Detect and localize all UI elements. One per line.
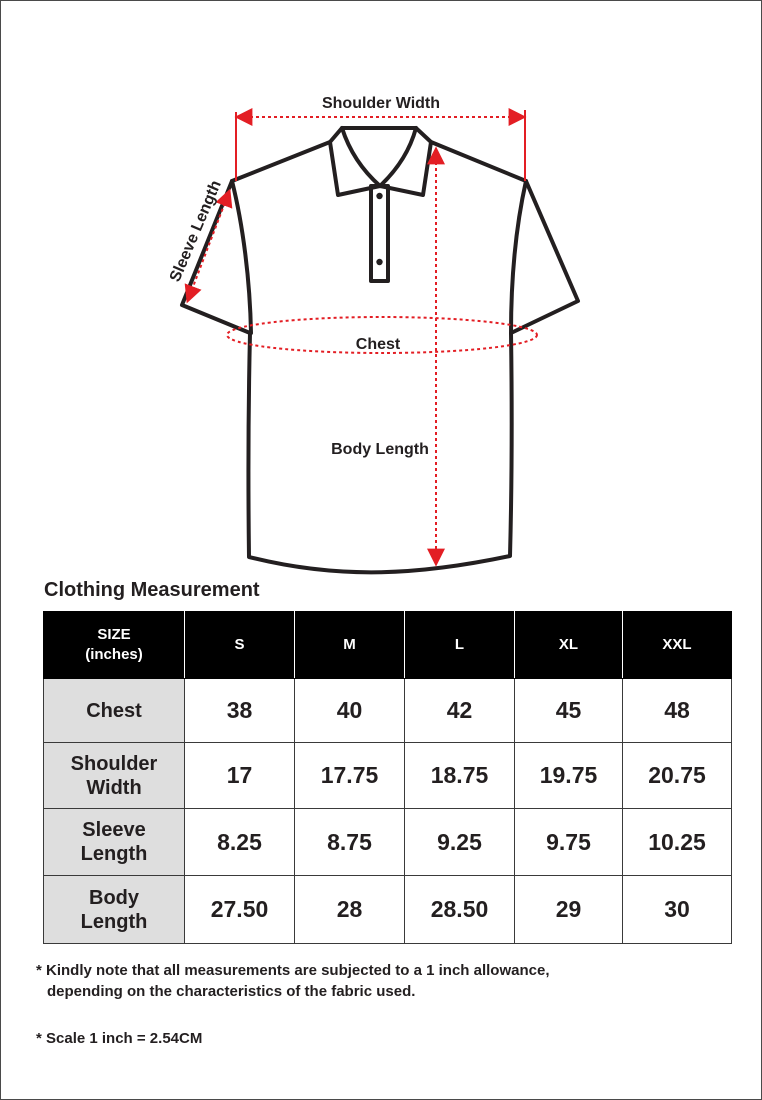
shirt-collar-band (342, 128, 416, 186)
row-label-line2: Width (86, 776, 142, 799)
size-col-xxl: XXL (623, 612, 732, 679)
allowance-note (36, 960, 550, 1002)
table-row (44, 809, 732, 876)
size-header-line2: (inches) (85, 646, 143, 663)
allowance-note-line1: * Kindly note that all measurements are subjected to a 1 inch allowance, (36, 962, 550, 979)
table-cell: 8.25 (185, 809, 295, 876)
size-col-xl: XL (515, 612, 623, 679)
table-row (44, 743, 732, 809)
table-cell: 10.25 (623, 809, 732, 876)
size-col-s: S (185, 612, 295, 679)
table-cell: 38 (185, 679, 295, 743)
size-header-cell (44, 612, 185, 679)
body-length-label: Body Length (331, 441, 429, 458)
table-cell: 19.75 (515, 743, 623, 809)
shirt-sleeve-seam-right (511, 181, 526, 333)
table-cell: 17 (185, 743, 295, 809)
row-label-line1: Chest (86, 699, 142, 722)
shirt-placket (371, 186, 388, 281)
sleeve-length-label: Sleeve Length (166, 177, 225, 285)
table-cell: 27.50 (185, 876, 295, 944)
row-label-body-length (44, 876, 185, 944)
size-col-l: L (405, 612, 515, 679)
size-chart-table (43, 611, 732, 944)
table-header-row (44, 612, 732, 679)
table-row (44, 876, 732, 944)
shirt-sleeve-seam-left (232, 181, 251, 333)
table-cell: 9.75 (515, 809, 623, 876)
table-cell: 45 (515, 679, 623, 743)
table-cell: 29 (515, 876, 623, 944)
table-cell: 30 (623, 876, 732, 944)
table-cell: 20.75 (623, 743, 732, 809)
row-label-line2: Length (80, 910, 148, 933)
table-cell: 18.75 (405, 743, 515, 809)
table-cell: 42 (405, 679, 515, 743)
table-row (44, 679, 732, 743)
shirt-button-bottom (376, 259, 382, 265)
shoulder-width-label: Shoulder Width (321, 95, 441, 112)
table-cell: 17.75 (295, 743, 405, 809)
table-cell: 40 (295, 679, 405, 743)
row-label-sleeve-length (44, 809, 185, 876)
section-title: Clothing Measurement (44, 579, 260, 601)
allowance-note-line2: depending on the characteristics of the fabric used. (47, 983, 416, 1000)
table-cell: 48 (623, 679, 732, 743)
shirt-body-outline (182, 142, 578, 572)
shirt-button-top (376, 193, 382, 199)
row-label-line1: Body (89, 886, 139, 909)
row-label-chest (44, 679, 185, 743)
table-cell: 28 (295, 876, 405, 944)
table-cell: 8.75 (295, 809, 405, 876)
size-header-line1: SIZE (97, 626, 131, 643)
size-col-m: M (295, 612, 405, 679)
row-label-shoulder-width (44, 743, 185, 809)
scale-note: * Scale 1 inch = 2.54CM (36, 1030, 203, 1047)
chest-label: Chest (355, 336, 401, 353)
row-label-line1: Shoulder (70, 752, 158, 775)
row-label-line2: Length (80, 843, 148, 865)
table-cell: 28.50 (405, 876, 515, 944)
table-cell: 9.25 (405, 809, 515, 876)
row-label-line1: Sleeve (82, 819, 146, 841)
